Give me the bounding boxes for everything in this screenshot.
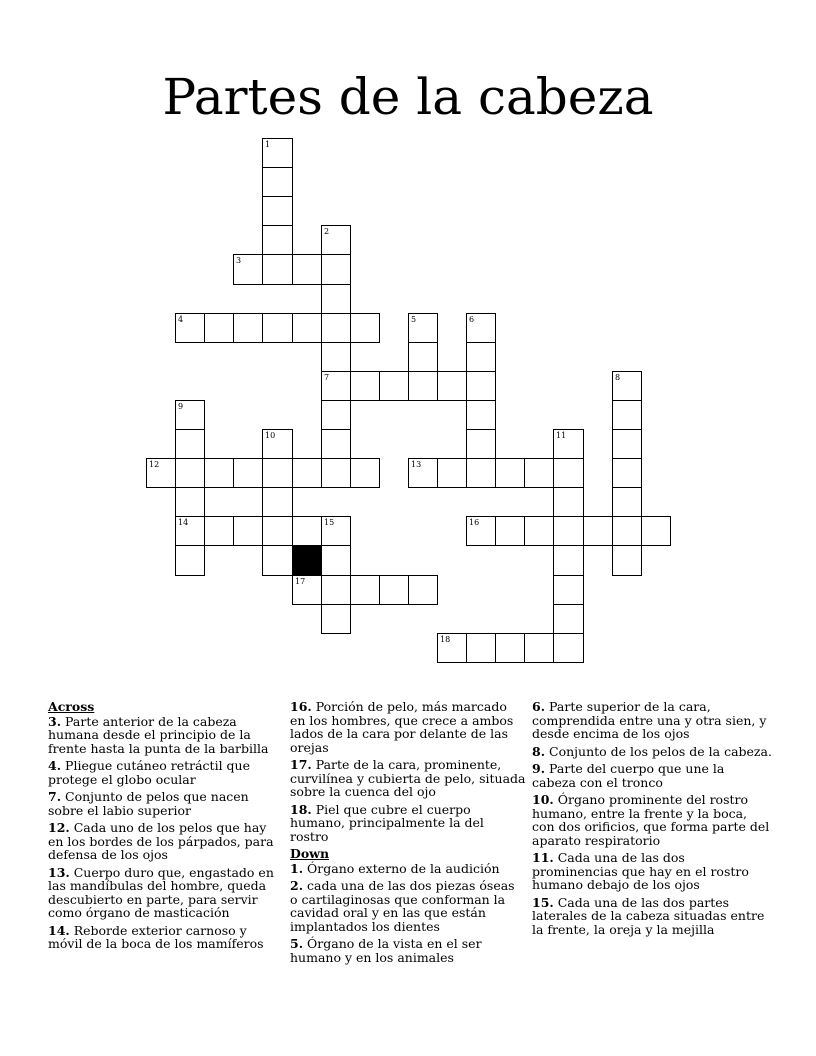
grid-cell[interactable] (612, 545, 642, 576)
grid-cell[interactable] (466, 400, 496, 430)
clue-number-label: 9. (532, 761, 546, 776)
grid-cell[interactable] (262, 429, 293, 459)
grid-cell[interactable] (321, 342, 351, 372)
grid-cell[interactable] (553, 604, 584, 634)
clue-item (48, 924, 284, 951)
grid-cell[interactable] (524, 458, 554, 488)
clue-number: 14 (178, 518, 189, 527)
grid-cell[interactable] (233, 313, 263, 343)
clue-number-label: 10. (532, 792, 554, 807)
clue-number-label: 5. (290, 936, 304, 951)
down-heading: Down (290, 846, 330, 861)
grid-cell[interactable] (262, 458, 293, 488)
grid-cell[interactable] (321, 604, 351, 634)
grid-cell[interactable] (553, 487, 584, 517)
grid-cell[interactable] (321, 254, 351, 285)
grid-cell[interactable] (466, 371, 496, 401)
grid-cell[interactable] (204, 313, 234, 343)
across-clue-list (48, 715, 284, 951)
clue-text: Pliegue cutáneo retráctil que protege el globo ocular (48, 758, 251, 787)
grid-cell[interactable] (233, 254, 263, 285)
grid-cell[interactable] (553, 633, 584, 663)
clue-text: Parte del cuerpo que une la cabeza con el tronco (532, 761, 725, 790)
grid-cell[interactable] (553, 516, 584, 546)
clue-number: 6 (469, 315, 475, 324)
grid-cell[interactable] (292, 575, 322, 605)
clue-number-label: 4. (48, 758, 62, 773)
clues-column-1 (48, 700, 284, 955)
grid-cell[interactable] (466, 633, 496, 663)
grid-cell[interactable] (408, 458, 438, 488)
grid-cell[interactable] (146, 458, 176, 488)
clue-item (532, 700, 772, 741)
grid-cell[interactable] (350, 371, 380, 401)
grid-cell[interactable] (350, 313, 380, 343)
clue-item (532, 851, 772, 892)
clue-number-label: 2. (290, 878, 304, 893)
clue-number-label: 12. (48, 820, 70, 835)
grid-cell[interactable] (262, 254, 293, 285)
clue-number: 16 (469, 518, 480, 527)
clue-text: Porción de pelo, más marcado en los hombres, que crece a ambos lados de la cara por delante de las orejas (290, 699, 514, 755)
grid-cell[interactable] (292, 458, 322, 488)
grid-cell[interactable] (321, 458, 351, 488)
clue-item (48, 790, 284, 817)
clue-item (532, 745, 772, 759)
clue-item (290, 803, 526, 844)
grid-cell[interactable] (495, 516, 525, 546)
grid-cell[interactable] (495, 633, 525, 663)
clue-text: Reborde exterior carnoso y móvil de la boca de los mamíferos (48, 922, 264, 951)
grid-cell[interactable] (262, 516, 293, 546)
grid-cell[interactable] (321, 429, 351, 459)
grid-cell[interactable] (262, 487, 293, 517)
clue-number: 15 (324, 518, 335, 527)
grid-cell[interactable] (466, 342, 496, 372)
grid-cell[interactable] (175, 400, 205, 430)
clue-number: 4 (178, 315, 184, 324)
clue-number-label: 13. (48, 864, 70, 880)
clue-text: Cada una de las dos partes laterales de la cabeza situadas entre la frente, la oreja y la mejilla (532, 894, 765, 937)
clue-text: Parte anterior de la cabeza humana desde el principio de la frente hasta la punta de la barbilla (48, 713, 269, 756)
clue-number-label: 8. (532, 743, 546, 759)
grid-cell[interactable] (262, 545, 293, 576)
grid-cell[interactable] (641, 516, 671, 546)
grid-cell[interactable] (437, 371, 467, 401)
grid-cell[interactable] (262, 138, 293, 168)
clue-item (48, 715, 284, 756)
grid-cell[interactable] (175, 458, 205, 488)
across-heading: Across (48, 699, 95, 714)
black-cell (292, 545, 322, 576)
grid-cell[interactable] (350, 458, 380, 488)
clue-number-label: 17. (290, 757, 312, 772)
grid-cell[interactable] (553, 545, 584, 576)
grid-cell[interactable] (612, 429, 642, 459)
clue-text: cada una de las dos piezas óseas o cartilaginosas que conforman la cavidad oral y en las que están implantados los dientes (290, 878, 515, 934)
clue-number-label: 14. (48, 922, 70, 938)
clue-item (532, 896, 772, 937)
grid-cell[interactable] (408, 313, 438, 343)
grid-cell[interactable] (437, 458, 467, 488)
grid-cell[interactable] (612, 487, 642, 517)
grid-cell[interactable] (321, 400, 351, 430)
grid-cell[interactable] (321, 545, 351, 576)
grid-cell[interactable] (583, 516, 613, 546)
clue-number: 13 (411, 460, 422, 469)
grid-cell[interactable] (408, 342, 438, 372)
grid-cell[interactable] (553, 429, 584, 459)
grid-cell[interactable] (321, 225, 351, 255)
down-clue-list (290, 862, 526, 965)
clue-text: Cuerpo duro que, engastado en las mandíbulas del hombre, queda descubierto en parte, para servir como órgano de masticación (48, 864, 274, 920)
grid-cell[interactable] (495, 458, 525, 488)
grid-cell[interactable] (233, 458, 263, 488)
clue-number: 10 (265, 431, 276, 440)
clue-number: 17 (295, 577, 306, 586)
clue-item (290, 879, 526, 933)
grid-cell[interactable] (262, 313, 293, 343)
clue-item (290, 937, 526, 964)
clue-number-label: 6. (532, 699, 546, 714)
clue-text: Conjunto de pelos que nacen sobre el labio superior (48, 789, 249, 818)
grid-cell[interactable] (466, 458, 496, 488)
grid-cell[interactable] (437, 633, 467, 663)
clue-text: Órgano prominente del rostro humano, entre la frente y la boca, con dos orificios, que forma parte del aparato respiratorio (532, 792, 770, 848)
grid-cell[interactable] (321, 371, 351, 401)
clue-item (290, 758, 526, 799)
grid-cell[interactable] (321, 284, 351, 314)
grid-cell[interactable] (175, 429, 205, 459)
grid-cell[interactable] (321, 516, 351, 546)
grid-cell[interactable] (553, 575, 584, 605)
grid-cell[interactable] (524, 633, 554, 663)
grid-cell[interactable] (466, 516, 496, 546)
clue-text: Piel que cubre el cuerpo humano, principalmente la del rostro (290, 801, 484, 844)
clue-number: 5 (411, 315, 417, 324)
grid-cell[interactable] (612, 458, 642, 488)
clue-text: Parte superior de la cara, comprendida entre una y otra sien, y desde encima de los ojos (532, 699, 767, 741)
grid-cell[interactable] (379, 575, 409, 605)
clue-item (290, 700, 526, 754)
grid-cell[interactable] (262, 167, 293, 197)
grid-cell[interactable] (612, 400, 642, 430)
clue-number-label: 18. (290, 801, 312, 817)
clue-number-label: 3. (48, 713, 62, 729)
grid-cell[interactable] (321, 575, 351, 605)
clue-number: 3 (236, 256, 242, 265)
clue-number: 12 (149, 460, 160, 469)
grid-cell[interactable] (204, 458, 234, 488)
grid-cell[interactable] (233, 516, 263, 546)
clue-number: 1 (265, 140, 271, 149)
grid-cell[interactable] (321, 313, 351, 343)
grid-cell[interactable] (175, 516, 205, 546)
clue-number: 9 (178, 402, 184, 411)
grid-cell[interactable] (292, 254, 322, 285)
down-clue-list-continued (532, 700, 772, 936)
clue-number-label: 1. (290, 860, 304, 876)
grid-cell[interactable] (204, 516, 234, 546)
clue-number-label: 11. (532, 850, 554, 865)
clue-text: Conjunto de los pelos de la cabeza. (545, 743, 772, 759)
clue-text: Cada uno de los pelos que hay en los bordes de los párpados, para defensa de los ojos (48, 820, 274, 862)
grid-cell[interactable] (612, 516, 642, 546)
grid-cell[interactable] (175, 487, 205, 517)
grid-cell[interactable] (175, 545, 205, 576)
clue-text: Órgano de la vista en el ser humano y en los animales (290, 936, 482, 965)
clue-number-label: 15. (532, 894, 554, 910)
grid-cell[interactable] (292, 313, 322, 343)
grid-cell[interactable] (262, 196, 293, 226)
clue-text: Cada una de las dos prominencias que hay en el rostro humano debajo de los ojos (532, 850, 749, 892)
page-title: Partes de la cabeza (162, 67, 654, 126)
clue-text: Órgano externo de la audición (303, 860, 500, 876)
clue-item (290, 862, 526, 876)
grid-cell[interactable] (408, 371, 438, 401)
grid-cell[interactable] (466, 313, 496, 343)
clues-column-2 (290, 700, 526, 968)
across-clue-list-continued (290, 700, 526, 843)
clue-item (532, 793, 772, 847)
grid-cell[interactable] (612, 371, 642, 401)
clue-number-label: 7. (48, 789, 62, 804)
grid-cell[interactable] (553, 458, 584, 488)
grid-cell[interactable] (350, 575, 380, 605)
clue-text: Parte de la cara, prominente, curvilínea y cubierta de pelo, situada sobre la cuenca del ojo (290, 757, 526, 799)
clue-number: 7 (324, 373, 330, 382)
clues-column-3 (532, 700, 772, 940)
clue-item (532, 762, 772, 789)
grid-cell[interactable] (524, 516, 554, 546)
clue-number: 8 (615, 373, 621, 382)
clue-number: 2 (324, 227, 330, 236)
grid-cell[interactable] (408, 575, 438, 605)
clue-item (48, 759, 284, 786)
clue-number: 18 (440, 635, 451, 644)
clue-number-label: 16. (290, 699, 312, 714)
grid-cell[interactable] (379, 371, 409, 401)
grid-cell[interactable] (262, 225, 293, 255)
grid-cell[interactable] (175, 313, 205, 343)
grid-cell[interactable] (466, 429, 496, 459)
grid-cell[interactable] (292, 516, 322, 546)
clue-item (48, 821, 284, 862)
clue-item (48, 866, 284, 920)
clue-number: 11 (556, 431, 567, 440)
